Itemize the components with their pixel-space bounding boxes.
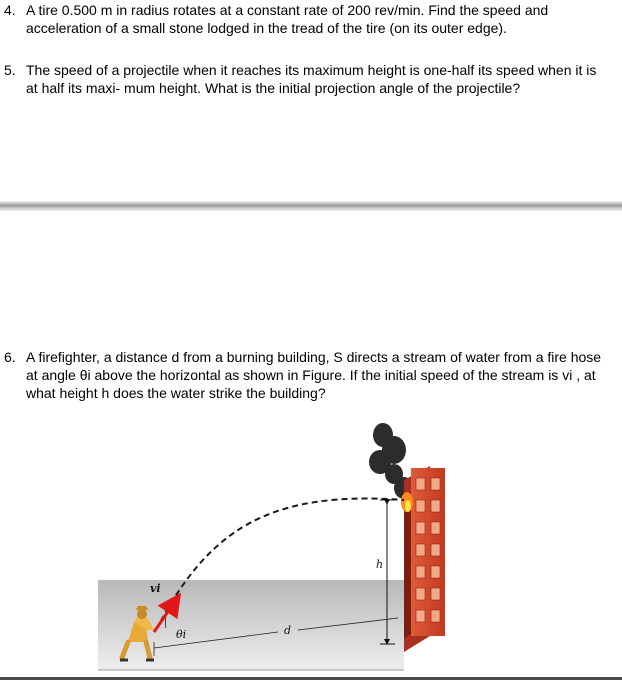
firefighter-figure xyxy=(98,420,458,675)
question-4-number: 4. xyxy=(4,2,16,18)
question-5 xyxy=(0,61,610,97)
question-4 xyxy=(0,1,610,37)
question-6-text: A firefighter, a distance d from a burning building, S directs a stream of water from a fire hose at angle θi above the horizontal as shown in Figure. If the initial speed of the stream is vi , at what height h does the water strike the building? xyxy=(26,349,602,401)
distance-label: d xyxy=(284,624,292,637)
question-6-number: 6. xyxy=(4,349,16,365)
angle-label: θi xyxy=(176,628,187,641)
fire xyxy=(401,492,413,512)
velocity-label: vi xyxy=(150,582,161,595)
bottom-rule xyxy=(0,677,622,680)
page-break-divider xyxy=(0,201,622,211)
question-5-text: The speed of a projectile when it reaches its maximum height is one-half its speed when it is at half its maxi- mum height. What is the initial projection angle of the projectile? xyxy=(26,62,597,96)
question-6 xyxy=(0,348,610,402)
question-4-text: A tire 0.500 m in radius rotates at a constant rate of 200 rev/min. Find the speed and acceleration of a small stone lodged in the tread of the tire (on its outer edge). xyxy=(26,2,549,36)
question-5-number: 5. xyxy=(4,62,16,78)
height-label: h xyxy=(376,558,384,571)
